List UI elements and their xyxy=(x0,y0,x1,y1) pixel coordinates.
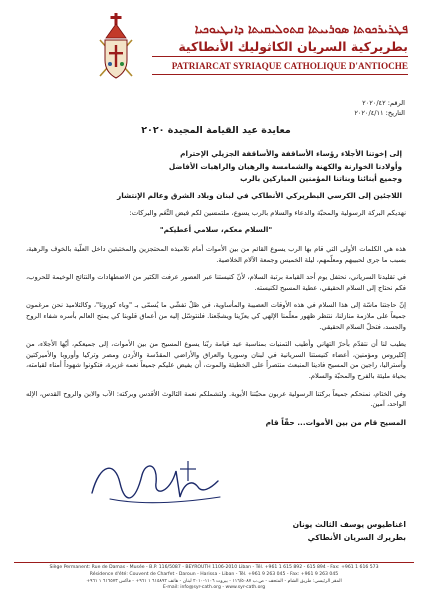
arabic-name: بطريركية السريان الكاثوليك الأنطاكية xyxy=(178,39,408,54)
footer-line: المقر الرئيسي: طريق الشام - المتحف - ص.ب ١١٦/٥٠٨٧ - بيروت ١١٠٦-٢٠١٠ لبنان - هاتف ٦١٥٨٩٢ ١ ٩٦١+ - فاكس ٦١٦٥٧٣ ١ ٩٦١+ xyxy=(86,578,342,584)
reference-number-row xyxy=(255,98,405,108)
footer-line: Résidence d'été: Couvent de Charfet - Daroun - Harissa - Liban - Tél. +961 9 263 045 - Fax: +961 9 263 045 xyxy=(89,571,339,577)
header-rule-bottom xyxy=(152,74,408,75)
paragraph: يطيب لنا أن نتقدّم بأحرّ التهاني وأطيب التمنيات بمناسبة عيد قيامة ربّنا يسوع المسيح من بين الأموات، إلى جميعكم، أيّها الأجلاء، من إكليروس ومؤمنين، أعضاء كنيستنا السريانية في لبنان وسوريا والعراق والأراضي المقدّسة والأردن ومصر وتركيا وأوروبا والأميركتين وأستراليا، راجين من المسيح فادينا المنبعث منتصراً على الخطيئة والموت، أن يفيض عليكم جميعاً نعمه غزيرة، فتكونوا شهوداً أمناء لقيامته، بحياة مليئة بالفرح والمحبّة والسلام. xyxy=(26,340,406,380)
letterhead xyxy=(0,6,427,86)
date-value: ٢٠٢٠/٤/١١ xyxy=(354,109,384,117)
paragraph: إنّ حاجتنا ماسّة إلى هذا السلام في هذه الأوقات العصيبة والمأساوية، في ظلّ تفشّي ما يُسمّى بـ "وباء كورونا"، وكالتلاميذ نحن مرغمون جميعاً على ملازمة منازلنا، ننتظر ظهور معلّمنا الإلهي كي يعزّينا ويشجّعنا. فلنتوسّل إليه من أعماق قلوبنا كي يمنح العالم بأسره شفاء الروح والجسد، فتحلّ السلام الحقيقي. xyxy=(26,301,406,331)
address-line: إلى إخوتنا الأجلاء رؤساء الأساقفة والأساقفة الجزيلي الإحترام xyxy=(180,149,402,158)
footer-rule xyxy=(14,562,414,563)
greeting: نهديكم البركة الرسولية والمحبّة والدعاء والسلام بالرب يسوع، ملتمسين لكم فيض النِّعَم والبركات: xyxy=(129,209,406,217)
date-label: التاريخ: xyxy=(385,109,405,117)
reference-block xyxy=(255,98,405,118)
ref-label: الرقم: xyxy=(387,99,405,107)
ref-value: ٢٠٢٠/٤٢ xyxy=(362,99,386,107)
address-line: وأولادنا الخوارنة والكهنة والشمامسة والرهبان والراهبات الأفاضل xyxy=(168,161,402,171)
peace-quote: "السلام معكم، سلامي أعطيكم" xyxy=(159,225,273,234)
paragraph: في تقليدنا السرياني، نحتفل يوم أحد القيامة برتبة السلام، لأنّ كنيستنا عبر العصور عرفت الكثير من الاضطهادات والنتائج الوخيمة للحروب، فكم نحتاج إلى السلام الحقيقي، عطية المسيح لكنيسته. xyxy=(26,273,406,292)
signer-name: اغناطيوس يوسف الثالث يونان xyxy=(292,520,406,529)
address-line: وجميع أبنائنا وبناتنا المؤمنين المباركين بالرب xyxy=(240,174,402,183)
footer xyxy=(14,565,414,592)
date-row xyxy=(255,108,405,118)
header-rule xyxy=(152,56,408,57)
handwritten-signature-icon xyxy=(80,453,230,508)
french-name: PATRIARCAT SYRIAQUE CATHOLIQUE D'ANTIOCHE xyxy=(171,61,408,71)
signature-block xyxy=(150,518,406,544)
signer-title: بطريرك السريان الأنطاكي xyxy=(307,533,406,542)
paragraph: هذه هي الكلمات الأولى التي قام بها الرب يسوع القائم من بين الأموات أمام تلاميذه المحتجزين والمختبئين داخل العلّية بالخوف والرهبة، بسبب ما جرى لحبيبهم ومعلّمهم، ليلة الخميس وجمعة الآلام الخلاصية. xyxy=(26,245,406,264)
letter-body xyxy=(26,125,406,428)
footer-contact: E-mail: info@syr-cath.org - www.syr-cath.org xyxy=(162,585,266,591)
syriac-name: ܦܛܪܝܪܟܘܬܐ ܣܘܪܝܝܬܐ ܩܬܘܠܝܩܝܬܐ ܕܐܢܛܝܘܟܝܐ xyxy=(194,22,408,36)
letter-title: معايدة عيد القيامة المجيدة ٢٠٢٠ xyxy=(141,125,291,136)
patriarchal-coat-of-arms-icon xyxy=(96,12,136,84)
paragraph: وفي الختام، نمنحكم جميعاً بركتنا الرسولية عربون محبّتنا الأبوية. ولتشملكم نعمة الثالوث الأقدس وبركته: الآب والابن والروح القدس، الإله الواحد، آمين. xyxy=(26,389,406,409)
address-line: اللاجئين إلى الكرسي البطريركي الأنطاكي في لبنان وبلاد الشرق وعالم الإنتشار xyxy=(117,190,402,200)
closing-line: المسيح قام من بين الأموات... حقّاً قام xyxy=(265,417,406,427)
footer-line: Siège Permanent: Rue de Damas - Musée - B.P. 116/5087 - BEYROUTH 1106-2010 Liban - Tél. +961 1 615 892 - 615 894 - Fax: +961 1 616 573 xyxy=(49,565,379,570)
